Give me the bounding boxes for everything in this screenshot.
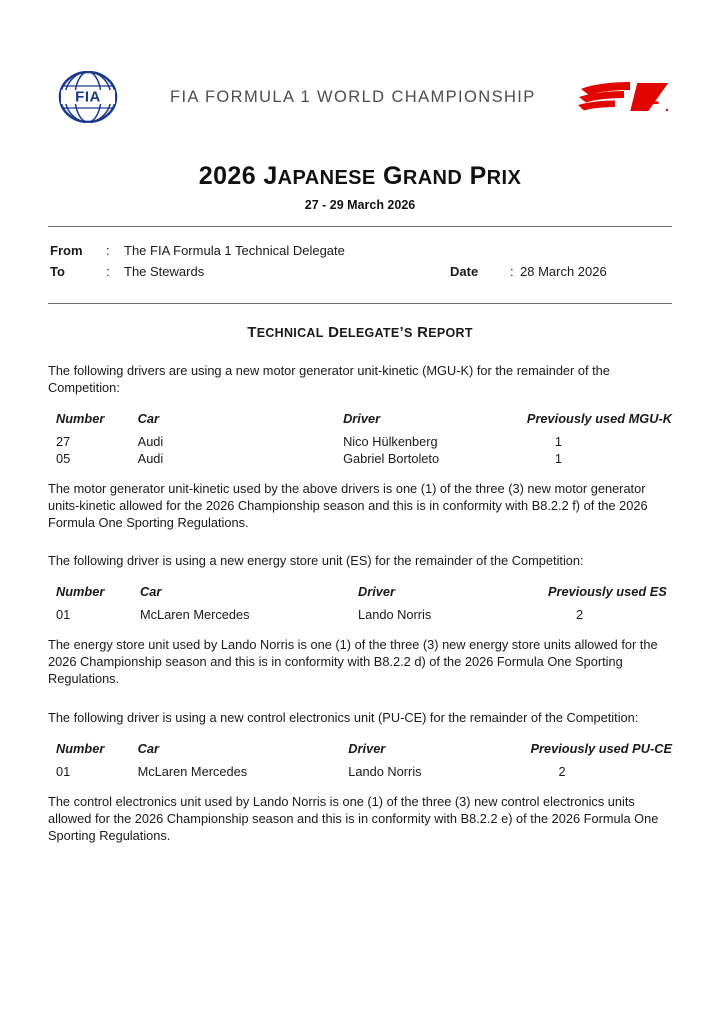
column-header-number: Number bbox=[56, 410, 105, 426]
cell-driver: Gabriel Bortoleto bbox=[343, 450, 440, 466]
from-label: From bbox=[50, 243, 83, 258]
cell-previous: 2 bbox=[558, 763, 566, 779]
championship-title: FIA FORMULA 1 WORLD CHAMPIONSHIP bbox=[170, 87, 536, 106]
column-header-car: Car bbox=[137, 410, 159, 426]
section-note: The energy store unit used by Lando Norris is one (1) of the three (3) new energy store units allowed for the 2026 Championship season and this is in conformity with B8.2.2 d) of the 2026 Formula One Sporting Regulations. bbox=[48, 637, 658, 687]
report-heading-part-4: ELEGATE bbox=[339, 326, 400, 340]
cell-number: 01 bbox=[56, 763, 71, 779]
section-energy-store bbox=[48, 553, 672, 688]
document-header bbox=[48, 62, 672, 132]
page-title bbox=[48, 162, 672, 191]
section-control-electronics bbox=[48, 710, 672, 845]
page-title-part-6: RIX bbox=[486, 167, 522, 189]
page-title-part-3: G bbox=[375, 162, 403, 190]
section-intro: The following drivers are using a new motor generator unit-kinetic (MGU-K) for the remainder of the Competition: bbox=[48, 363, 610, 395]
cell-car: McLaren Mercedes bbox=[140, 607, 250, 623]
report-heading bbox=[48, 324, 672, 341]
event-dates: 27 - 29 March 2026 bbox=[304, 198, 416, 212]
table-row bbox=[48, 450, 672, 467]
cell-number: 27 bbox=[56, 433, 71, 449]
meta-block bbox=[48, 227, 672, 289]
date-value: 28 March 2026 bbox=[520, 264, 607, 279]
column-header-number: Number bbox=[56, 584, 105, 600]
table-header-row bbox=[48, 741, 672, 763]
report-heading-part-7: R bbox=[412, 324, 429, 341]
table-header-row bbox=[48, 584, 672, 606]
column-header-car: Car bbox=[140, 584, 162, 600]
section-intro: The following driver is using a new control electronics unit (PU-CE) for the remainder of the Competition: bbox=[48, 710, 639, 726]
report-heading-part-5: ’ bbox=[399, 324, 404, 341]
from-value: The FIA Formula 1 Technical Delegate bbox=[124, 243, 345, 258]
cell-driver: Lando Norris bbox=[348, 763, 422, 779]
cell-car: Audi bbox=[137, 433, 164, 449]
date-label: Date bbox=[450, 264, 479, 279]
cell-number: 05 bbox=[56, 450, 71, 466]
table-header-row bbox=[48, 411, 672, 433]
divider-bottom bbox=[48, 303, 672, 304]
meta-row-to bbox=[50, 264, 670, 279]
cell-previous: 1 bbox=[554, 433, 563, 449]
report-heading-part-2: ECHNICAL bbox=[256, 326, 324, 340]
energy-store-table bbox=[48, 584, 672, 623]
cell-car: McLaren Mercedes bbox=[137, 763, 248, 779]
column-header-driver: Driver bbox=[358, 584, 395, 600]
column-header-number: Number bbox=[56, 740, 105, 756]
cell-number: 01 bbox=[56, 607, 71, 623]
report-heading-part-3: D bbox=[323, 324, 340, 341]
section-note: The control electronics unit used by Lando Norris is one (1) of the three (3) new control electronics units allowed for the 2026 Championship season and this is in conformity with B8.2.2 e) of the 2026 Formula One Sporting Regulations. bbox=[48, 793, 659, 843]
cell-previous: 1 bbox=[554, 450, 563, 466]
f1-logo-icon bbox=[578, 80, 670, 114]
column-header-previous: Previously used PU-CE bbox=[530, 740, 672, 756]
table-row bbox=[48, 763, 672, 780]
table-row bbox=[48, 433, 672, 450]
mgu-k-table bbox=[48, 411, 672, 467]
cell-driver: Nico Hülkenberg bbox=[343, 433, 438, 449]
cell-car: Audi bbox=[137, 450, 164, 466]
date-colon: : bbox=[510, 264, 514, 279]
page-title-part-5: P bbox=[462, 162, 487, 190]
section-mgu-k bbox=[48, 363, 672, 531]
to-value: The Stewards bbox=[124, 264, 205, 279]
report-heading-part-8: EPORT bbox=[428, 326, 473, 340]
column-header-previous: Previously used ES bbox=[548, 584, 667, 600]
to-label: To bbox=[50, 264, 65, 279]
to-colon: : bbox=[106, 264, 110, 279]
column-header-driver: Driver bbox=[343, 410, 381, 426]
section-note: The motor generator unit-kinetic used by the above drivers is one (1) of the three (3) new motor generator units-kinetic allowed for the 2026 Championship season and this is in conformity with B8.2.2 f) of the 2026 Formula One Sporting Regulations. bbox=[48, 480, 648, 530]
page-title-part-4: RAND bbox=[402, 167, 463, 189]
column-header-previous: Previously used MGU-K bbox=[526, 410, 672, 426]
svg-text:1: 1 bbox=[647, 84, 661, 109]
meta-row-from bbox=[50, 243, 670, 258]
table-row bbox=[48, 606, 672, 623]
cell-driver: Lando Norris bbox=[358, 607, 432, 623]
svg-text:FIA: FIA bbox=[75, 88, 101, 106]
control-electronics-table bbox=[48, 741, 672, 780]
cell-previous: 2 bbox=[576, 607, 584, 623]
from-colon: : bbox=[106, 243, 110, 258]
page-title-part-1: 2026 J bbox=[198, 162, 278, 190]
section-intro: The following driver is using a new energy store unit (ES) for the remainder of the Competition: bbox=[48, 553, 584, 569]
column-header-car: Car bbox=[137, 740, 159, 756]
report-heading-part-6: S bbox=[403, 326, 413, 340]
page-title-part-2: APANESE bbox=[277, 167, 376, 189]
report-heading-part-1: T bbox=[247, 324, 257, 341]
column-header-driver: Driver bbox=[348, 740, 386, 756]
fia-logo-icon bbox=[50, 71, 126, 123]
